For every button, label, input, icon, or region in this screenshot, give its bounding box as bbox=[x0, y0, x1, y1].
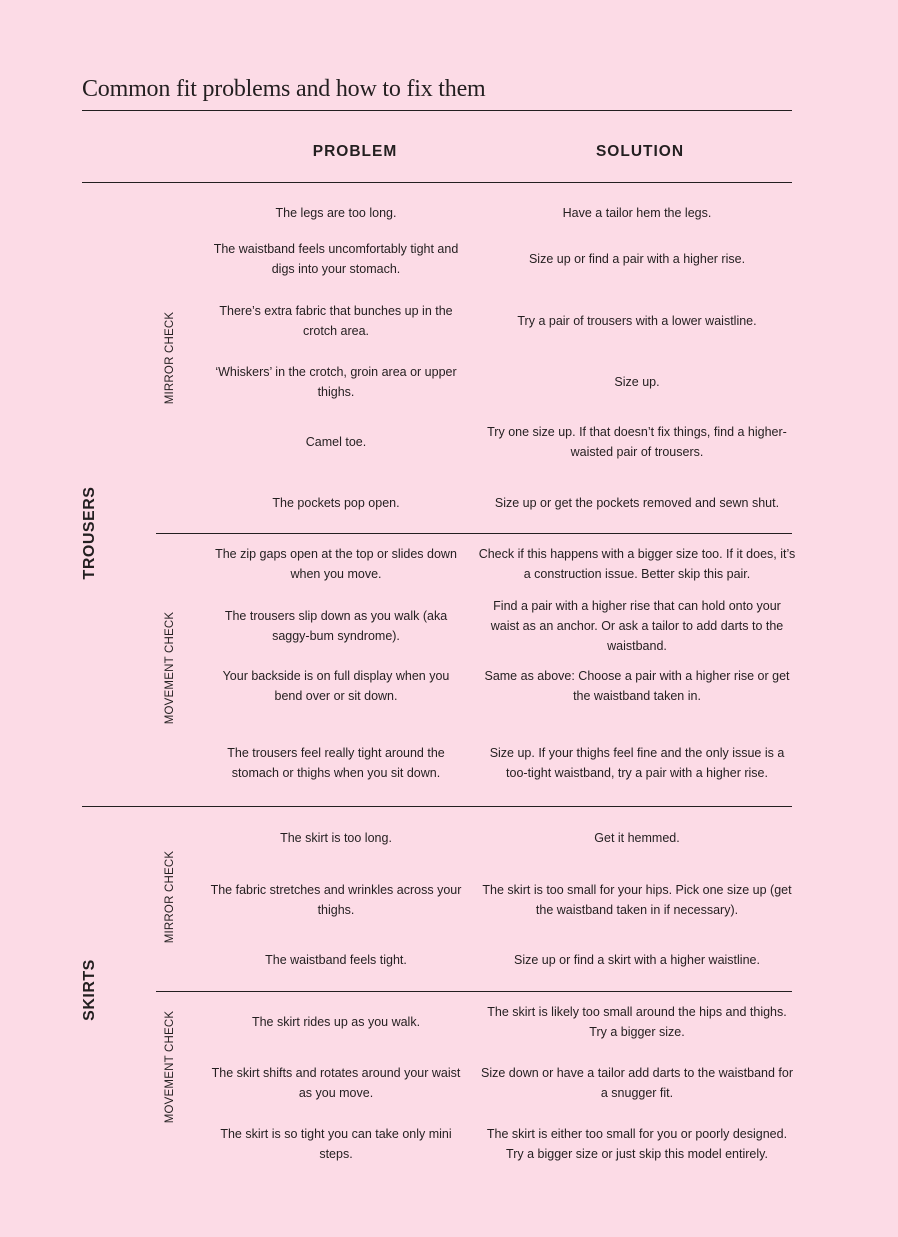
solution-cell: Get it hemmed. bbox=[594, 831, 680, 845]
solution-cell: The skirt is too small for your hips. Pick one size up (get the waistband taken in if necessary). bbox=[482, 883, 792, 917]
problem-cell: Camel toe. bbox=[305, 435, 367, 449]
page-title: Common fit problems and how to fix them bbox=[82, 76, 486, 102]
solution-cell: Find a pair with a higher rise that can hold onto your waist as an anchor. Or ask a tailor to add darts to the waistband. bbox=[490, 599, 784, 653]
solution-cell: Size up. bbox=[614, 375, 660, 389]
section-rule-trousers-mirror-movement bbox=[156, 533, 792, 534]
section-rule-trousers-skirts bbox=[82, 806, 792, 807]
solution-cell: Size up or get the pockets removed and sewn shut. bbox=[494, 496, 780, 510]
solution-cell: Try a pair of trousers with a lower waistline. bbox=[517, 314, 757, 328]
solution-cell: Same as above: Choose a pair with a higher rise or get the waistband taken in. bbox=[484, 669, 790, 703]
problem-cell: The pockets pop open. bbox=[272, 496, 400, 510]
solution-cell: Size up or find a pair with a higher rise. bbox=[528, 252, 746, 266]
solution-cell: Size up. If your thighs feel fine and the only issue is a too-tight waistband, try a pair with a higher rise. bbox=[489, 746, 785, 780]
problem-cell: The skirt is too long. bbox=[280, 831, 392, 845]
problem-cell: The zip gaps open at the top or slides down when you move. bbox=[215, 547, 457, 581]
problem-cell: The waistband feels uncomfortably tight and digs into your stomach. bbox=[213, 242, 459, 276]
problem-cell: The waistband feels tight. bbox=[265, 953, 407, 967]
header-rule bbox=[82, 182, 792, 183]
solution-cell: Have a tailor hem the legs. bbox=[562, 206, 712, 220]
solution-cell: Size down or have a tailor add darts to the waistband for a snugger fit. bbox=[481, 1066, 793, 1100]
section-rule-skirts-mirror-movement bbox=[156, 991, 792, 992]
solution-cell: Size up or find a skirt with a higher waistline. bbox=[514, 953, 760, 967]
solution-cell: Check if this happens with a bigger size too. If it does, it’s a construction issue. Better skip this pair. bbox=[478, 547, 796, 581]
problem-cell: The skirt rides up as you walk. bbox=[251, 1015, 421, 1029]
solution-cell: The skirt is likely too small around the hips and thighs. Try a bigger size. bbox=[487, 1005, 787, 1039]
problem-cell: The legs are too long. bbox=[275, 206, 397, 220]
solution-cell: The skirt is either too small for you or poorly designed. Try a bigger size or just skip this model entirely. bbox=[486, 1127, 788, 1161]
solution-column-header: SOLUTION bbox=[595, 143, 685, 160]
problem-column-header: PROBLEM bbox=[312, 143, 398, 160]
problem-cell: There’s extra fabric that bunches up in the crotch area. bbox=[219, 304, 453, 338]
problem-cell: The trousers slip down as you walk (aka saggy-bum syndrome). bbox=[224, 609, 448, 643]
problem-cell: The trousers feel really tight around the stomach or thighs when you sit down. bbox=[227, 746, 445, 780]
problem-cell: The skirt is so tight you can take only mini steps. bbox=[220, 1127, 452, 1161]
problem-cell: ‘Whiskers’ in the crotch, groin area or upper thighs. bbox=[215, 365, 457, 399]
problem-cell: Your backside is on full display when you bend over or sit down. bbox=[222, 669, 450, 703]
solution-cell: Try one size up. If that doesn’t fix things, find a higher-waisted pair of trousers. bbox=[487, 425, 787, 459]
problem-cell: The skirt shifts and rotates around your waist as you move. bbox=[211, 1066, 461, 1100]
problem-cell: The fabric stretches and wrinkles across your thighs. bbox=[210, 883, 462, 917]
title-rule bbox=[82, 110, 792, 111]
